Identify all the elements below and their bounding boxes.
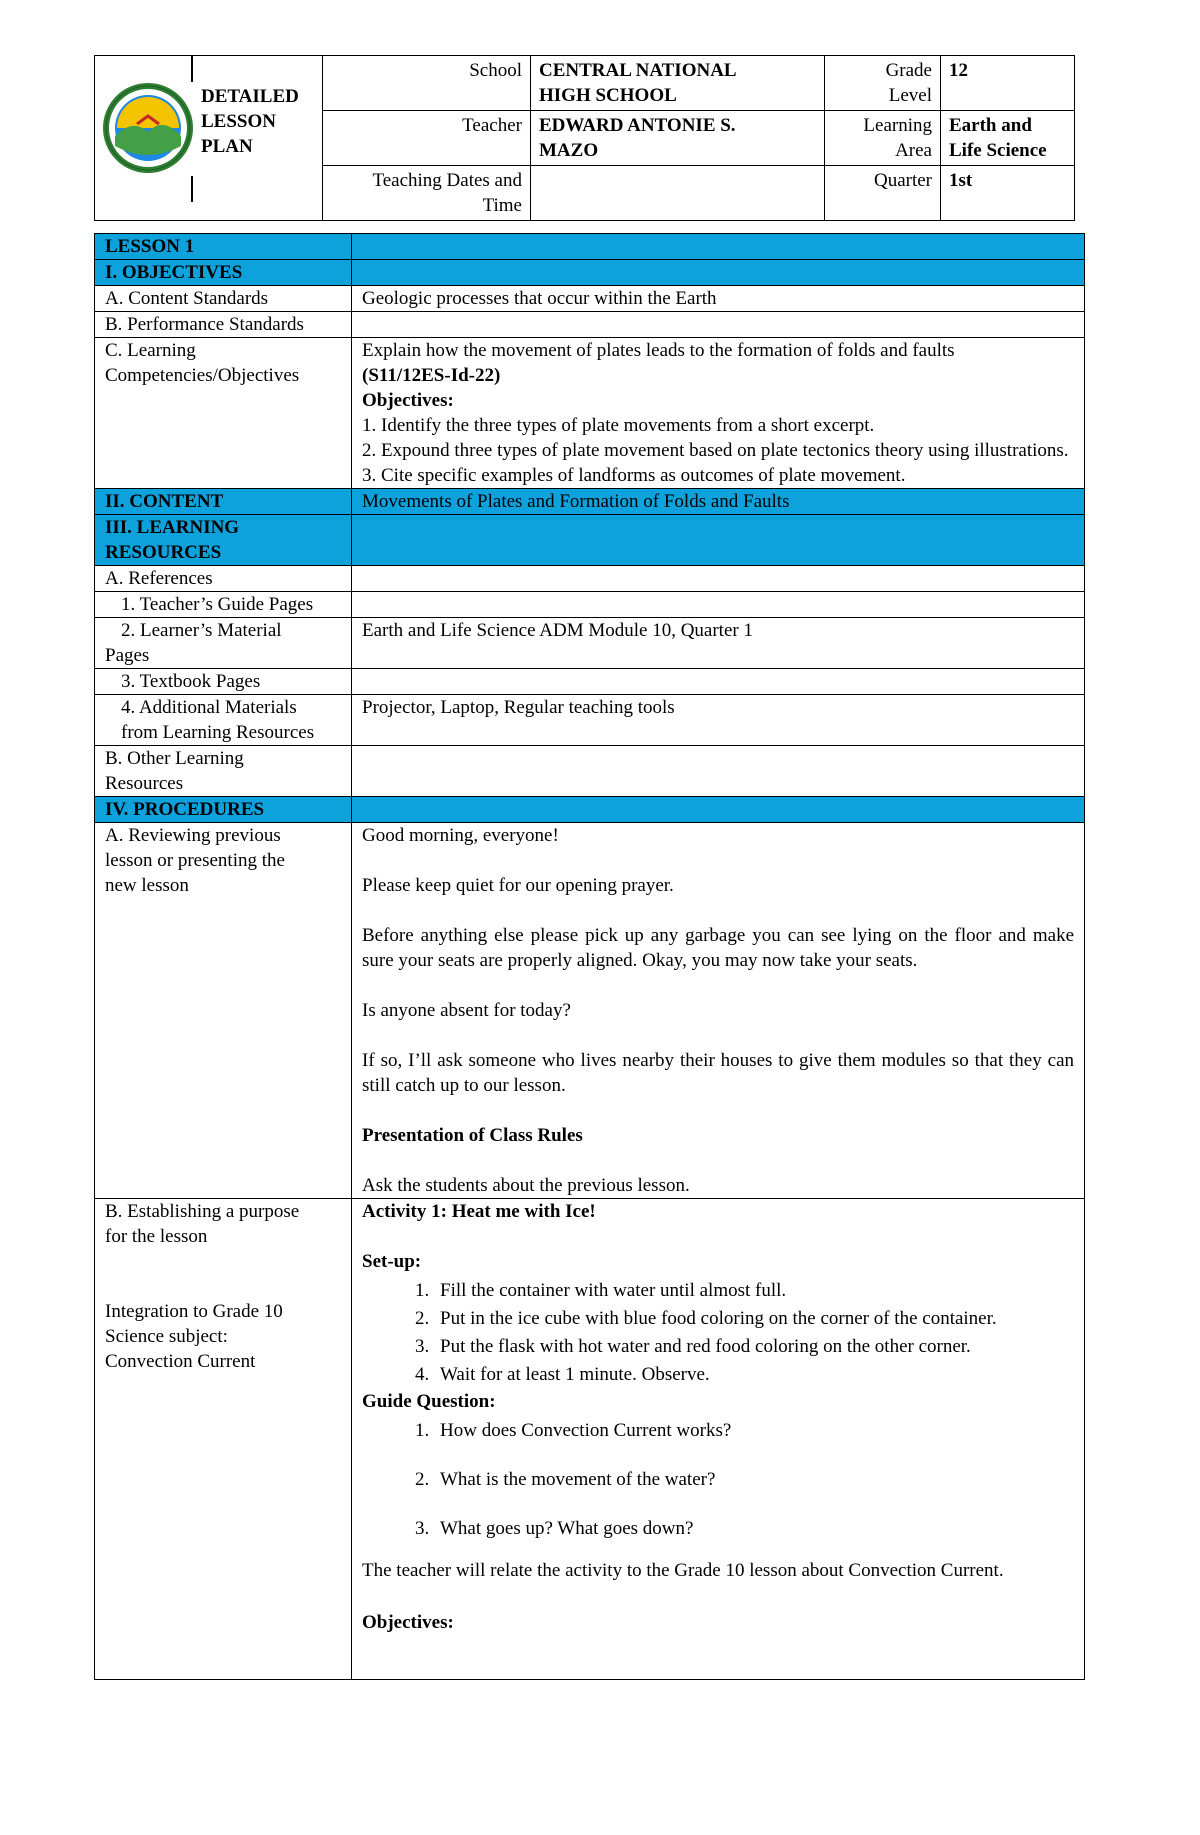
performance-standards-label: B. Performance Standards (95, 312, 352, 338)
additional-materials-value: Projector, Laptop, Regular teaching tools (352, 695, 1085, 746)
class-rules-heading: Presentation of Class Rules (362, 1125, 583, 1146)
content-heading: II. CONTENT (95, 489, 352, 515)
list-item: 2. Put in the ice cube with blue food coloring on the corner of the container. (434, 1305, 1074, 1333)
other-resources-label: B. Other Learning Resources (95, 746, 352, 797)
content-standards-value: Geologic processes that occur within the Earth (352, 286, 1085, 312)
list-item: 1. How does Convection Current works? (434, 1417, 1074, 1445)
setup-steps (362, 1277, 1074, 1389)
learning-area-value: Earth and Life Science (941, 111, 1075, 166)
table-row (95, 669, 1085, 695)
guide-question-label: Guide Question: (362, 1391, 496, 1412)
review-label: A. Reviewing previous lesson or presenting the new lesson (95, 823, 352, 1199)
quarter-value: 1st (941, 166, 1075, 221)
purpose-content (352, 1199, 1085, 1680)
activity-title: Activity 1: Heat me with Ice! (362, 1201, 596, 1222)
resources-heading: III. LEARNING RESOURCES (95, 515, 352, 566)
dates-label: Teaching Dates and Time (323, 166, 531, 221)
list-item: 2. What is the movement of the water? (434, 1466, 1074, 1494)
integration-label: Integration to Grade 10 (105, 1301, 283, 1322)
performance-standards-value (352, 312, 1085, 338)
table-row (95, 566, 1085, 592)
objectives-heading-row (95, 260, 1085, 286)
grade-value: 12 (941, 56, 1075, 111)
additional-materials-label: 4. Additional Materials from Learning Resources (95, 695, 352, 746)
learning-area-label: Learning Area (825, 111, 941, 166)
grade-label: Grade Level (825, 56, 941, 111)
school-label: School (323, 56, 531, 111)
table-row (95, 1199, 1085, 1680)
ask-text: Ask the students about the previous lesson. (362, 1175, 690, 1196)
learners-material-value: Earth and Life Science ADM Module 10, Quarter 1 (352, 618, 1085, 669)
table-row (95, 312, 1085, 338)
list-item: 3. Cite specific examples of landforms as outcomes of plate movement. (362, 465, 906, 486)
plan-title: DETAILED LESSON PLAN (201, 86, 299, 157)
competency-text: Explain how the movement of plates leads to the formation of folds and faults (362, 340, 955, 361)
table-row (95, 823, 1085, 1199)
competency-code: (S11/12ES-Id-22) (362, 365, 501, 386)
lesson-title-row (95, 234, 1085, 260)
header-table (94, 55, 1075, 221)
list-item: 1. Identify the three types of plate movements from a short excerpt. (362, 415, 875, 436)
relate-text: The teacher will relate the activity to the Grade 10 lesson about Convection Current. (362, 1560, 1004, 1581)
resources-heading-row (95, 515, 1085, 566)
procedures-heading-row (95, 797, 1085, 823)
lesson-title: LESSON 1 (95, 234, 352, 260)
teacher-label: Teacher (323, 111, 531, 166)
list-item: 3. Put the flask with hot water and red food coloring on the other corner. (434, 1333, 1074, 1361)
objectives-label: Objectives: (362, 1612, 454, 1633)
list-item: 3. What goes up? What goes down? (434, 1515, 1074, 1543)
table-row (95, 592, 1085, 618)
dates-value (531, 166, 825, 221)
textbook-pages-label: 3. Textbook Pages (95, 669, 352, 695)
content-standards-label: A. Content Standards (95, 286, 352, 312)
list-item: 1. Fill the container with water until almost full. (434, 1277, 1074, 1305)
purpose-label: B. Establishing a purpose for the lesson Integration to Grade 10 Science subject: Convection Current (95, 1199, 352, 1680)
logo-cell (95, 56, 323, 221)
modules-text: If so, I’ll ask someone who lives nearby their houses to give them modules so that they can still catch up to our lesson. (362, 1050, 1074, 1096)
list-item: 2. Expound three types of plate movement based on plate tectonics theory using illustrations. (362, 440, 1069, 461)
table-row (95, 338, 1085, 489)
procedures-heading: IV. PROCEDURES (95, 797, 352, 823)
table-row (95, 746, 1085, 797)
competencies-label: C. Learning Competencies/Objectives (95, 338, 352, 489)
guide-questions (362, 1417, 1074, 1543)
table-row (95, 618, 1085, 669)
teacher-value: EDWARD ANTONIE S. MAZO (531, 111, 825, 166)
greeting-text: Good morning, everyone! (362, 825, 559, 846)
table-row (95, 695, 1085, 746)
setup-label: Set-up: (362, 1251, 422, 1272)
lesson-table (94, 233, 1085, 1680)
review-content (352, 823, 1085, 1199)
competencies-value (352, 338, 1085, 489)
school-logo (103, 66, 193, 191)
references-label: A. References (95, 566, 352, 592)
objectives-label: Objectives: (362, 390, 454, 411)
school-value: CENTRAL NATIONAL HIGH SCHOOL (531, 56, 825, 111)
learners-material-label: 2. Learner’s Material Pages (95, 618, 352, 669)
quarter-label: Quarter (825, 166, 941, 221)
content-heading-row (95, 489, 1085, 515)
table-row (95, 286, 1085, 312)
content-value: Movements of Plates and Formation of Folds and Faults (352, 489, 1085, 515)
teachers-guide-label: 1. Teacher’s Guide Pages (95, 592, 352, 618)
garbage-text: Before anything else please pick up any garbage you can see lying on the floor and make sure your seats are properly aligned. Okay, you may now take your seats. (362, 925, 1074, 971)
absent-text: Is anyone absent for today? (362, 1000, 571, 1021)
objectives-heading: I. OBJECTIVES (95, 260, 352, 286)
prayer-text: Please keep quiet for our opening prayer. (362, 875, 674, 896)
list-item: 4. Wait for at least 1 minute. Observe. (434, 1361, 1074, 1389)
